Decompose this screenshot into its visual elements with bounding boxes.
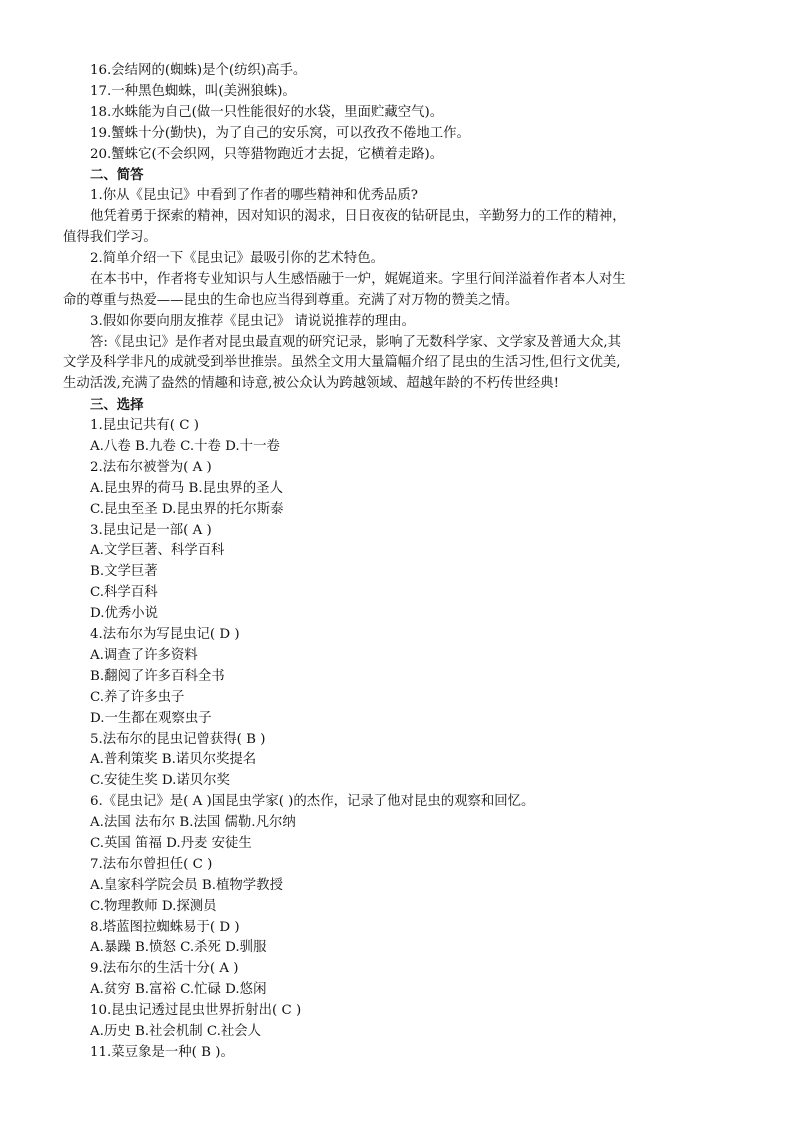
- text-line: 7.法布尔曾担任( C ): [90, 856, 213, 872]
- text-line: D.一生都在观察虫子: [90, 710, 212, 726]
- text-line: A.昆虫界的荷马 B.昆虫界的圣人: [90, 480, 283, 496]
- text-line: D.优秀小说: [90, 606, 159, 622]
- text-line: 在本书中，作者将专业知识与人生感悟融于一炉，娓娓道来。字里行间洋溢着作者本人对生: [90, 271, 626, 287]
- text-line: A.调查了许多资料: [90, 647, 198, 663]
- text-line: 9.法布尔的生活十分( A ): [90, 961, 239, 977]
- document-page: [63, 61, 730, 1064]
- text-line: 5.法布尔的昆虫记曾获得( B ): [90, 731, 266, 747]
- text-line: 8.塔蓝图拉蜘蛛易于( D ): [90, 919, 240, 935]
- text-line: 1.你从《昆虫记》中看到了作者的哪些精神和优秀品质?: [90, 188, 418, 204]
- text-line: 生动活泼,充满了盎然的情趣和诗意,被公众认为跨越领域、超越年龄的不朽传世经典!: [63, 376, 559, 392]
- text-line: C.养了许多虫子: [90, 689, 185, 705]
- text-line: B.翻阅了许多百科全书: [90, 668, 225, 684]
- text-line: A.法国 法布尔 B.法国 儒勒.凡尔纳: [90, 815, 296, 831]
- text-line: A.八卷 B.九卷 C.十卷 D.十一卷: [90, 439, 280, 455]
- text-line: 10.昆虫记透过昆虫世界折射出( C ): [90, 1003, 302, 1019]
- text-line: A.暴躁 B.愤怒 C.杀死 D.驯服: [90, 940, 267, 956]
- text-line: C.科学百科: [90, 585, 158, 601]
- section-heading: 三、选择: [90, 397, 144, 414]
- text-line: 19.蟹蛛十分(勤快)，为了自己的安乐窝，可以孜孜不倦地工作。: [90, 125, 470, 141]
- text-line: 他凭着勇于探索的精神，因对知识的渴求，日日夜夜的钻研昆虫，辛勤努力的工作的精神，: [90, 209, 626, 225]
- text-line: C.物理教师 D.探测员: [90, 898, 217, 914]
- text-line: A.文学巨著、科学百科: [90, 543, 225, 559]
- text-line: A.历史 B.社会机制 C.社会人: [90, 1023, 262, 1039]
- text-line: 文学及科学非凡的成就受到举世推崇。虽然全文用大量篇幅介绍了昆虫的生活习性,但行文优美,: [63, 355, 621, 371]
- text-line: 4.法布尔为写昆虫记( D ): [90, 627, 240, 643]
- text-line: 17.一种黑色蜘蛛，叫(美洲狼蛛)。: [90, 83, 296, 99]
- text-line: A.贫穷 B.富裕 C.忙碌 D.悠闲: [90, 982, 267, 998]
- text-line: 值得我们学习。: [63, 230, 157, 246]
- text-line: 20.蟹蛛它(不会织网，只等猎物跑近才去捉，它横着走路)。: [90, 146, 444, 162]
- text-line: C.英国 笛福 D.丹麦 安徒生: [90, 835, 252, 851]
- text-line: 2.简单介绍一下《昆虫记》最吸引你的艺术特色。: [90, 251, 384, 267]
- text-line: A.皇家科学院会员 B.植物学教授: [90, 877, 283, 893]
- text-line: 答:《昆虫记》是作者对昆虫最直观的研究记录，影响了无数科学家、文学家及普通大众,其: [90, 334, 621, 350]
- text-line: 11.菜豆象是一种( B )。: [90, 1044, 234, 1060]
- text-line: 18.水蛛能为自己(做一只性能很好的水袋，里面贮藏空气)。: [90, 104, 444, 120]
- text-line: 1.昆虫记共有( C ): [90, 418, 199, 434]
- text-line: C.安徒生奖 D.诺贝尔奖: [90, 773, 230, 789]
- text-line: C.昆虫至圣 D.昆虫界的托尔斯泰: [90, 501, 284, 517]
- text-line: 命的尊重与热爱——昆虫的生命也应当得到尊重。充满了对万物的赞美之情。: [63, 292, 519, 308]
- section-heading: 二、简答: [90, 167, 144, 184]
- text-line: A.普利策奖 B.诺贝尔奖提名: [90, 752, 257, 768]
- text-line: 3.昆虫记是一部( A ): [90, 522, 212, 538]
- text-line: 16.会结网的(蜘蛛)是个(纺织)高手。: [90, 63, 307, 78]
- text-line: B.文学巨著: [90, 564, 158, 580]
- text-line: 2.法布尔被誉为( A ): [90, 459, 212, 475]
- text-line: 6.《昆虫记》是( A )国昆虫学家( )的杰作，记录了他对昆虫的观察和回忆。: [90, 794, 535, 810]
- text-line: 3.假如你要向朋友推荐《昆虫记》 请说说推荐的理由。: [90, 313, 416, 329]
